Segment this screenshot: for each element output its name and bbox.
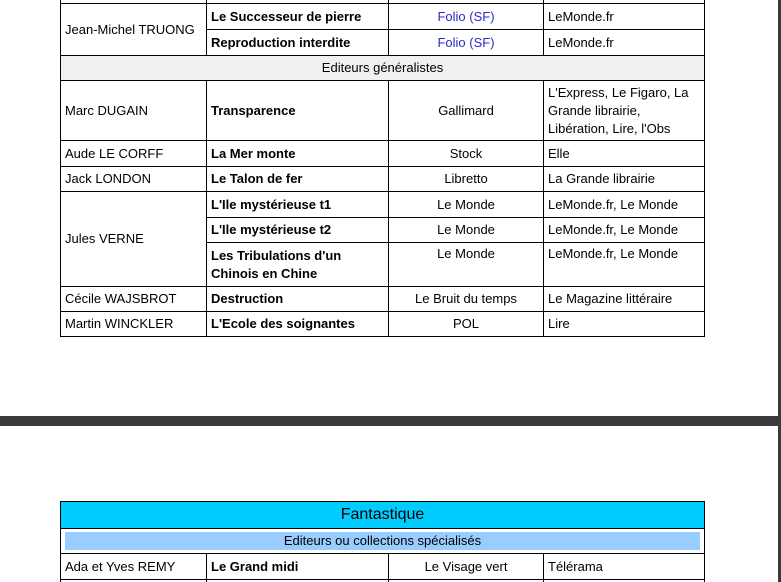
source-cell: La Grande librairie (544, 167, 705, 192)
table-row (61, 287, 705, 312)
table-row (61, 312, 705, 337)
genre-heading: Fantastique (61, 502, 705, 529)
table-row (61, 192, 705, 218)
source-cell: LeMonde.fr (544, 4, 705, 30)
section-row (61, 56, 705, 81)
title-cell: L'Ile mystérieuse t1 (207, 192, 389, 218)
source-cell: L'Express, Le Figaro, La Grande librairie, Libération, Lire, l'Obs (544, 81, 705, 141)
source-cell: Lire (544, 312, 705, 337)
table-row (61, 141, 705, 167)
section-heading-label: Editeurs ou collections spécialisés (65, 532, 700, 550)
book-table-1 (60, 0, 705, 337)
editor-cell: POL (389, 312, 544, 337)
author-cell: Jules VERNE (61, 192, 207, 287)
table-row (61, 4, 705, 30)
table-row (61, 554, 705, 580)
source-cell: LeMonde.fr, Le Monde (544, 192, 705, 218)
table-row (61, 167, 705, 192)
section-heading: Editeurs généralistes (61, 56, 705, 81)
title-cell: Reproduction interdite (207, 30, 389, 56)
editor-cell: Folio (SF) (389, 4, 544, 30)
author-cell: Jack LONDON (61, 167, 207, 192)
title-cell: Transparence (207, 81, 389, 141)
author-cell: Ada et Yves REMY (61, 554, 207, 580)
section-heading (61, 529, 705, 554)
title-cell: L'Ile mystérieuse t2 (207, 218, 389, 243)
title-cell: L'Ecole des soignantes (207, 312, 389, 337)
source-cell: LeMonde.fr (544, 30, 705, 56)
author-cell: Martin WINCKLER (61, 312, 207, 337)
title-cell: La Mer monte (207, 141, 389, 167)
source-cell: LeMonde.fr, Le Monde (544, 218, 705, 243)
title-cell: Les Tribulations d'un Chinois en Chine (207, 243, 389, 287)
editor-cell: Le Visage vert (389, 554, 544, 580)
editor-cell: Libretto (389, 167, 544, 192)
author-cell: Aude LE CORFF (61, 141, 207, 167)
source-cell: Le Magazine littéraire (544, 287, 705, 312)
author-cell: Marc DUGAIN (61, 81, 207, 141)
author-cell: Jean-Michel TRUONG (61, 4, 207, 56)
document-page-2 (0, 426, 778, 582)
editor-cell: Le Monde (389, 243, 544, 287)
editor-cell: Le Monde (389, 192, 544, 218)
genre-row (61, 502, 705, 529)
editor-cell: Folio (SF) (389, 30, 544, 56)
title-cell: Le Grand midi (207, 554, 389, 580)
title-cell: Le Successeur de pierre (207, 4, 389, 30)
title-cell: Le Talon de fer (207, 167, 389, 192)
editor-cell: Le Monde (389, 218, 544, 243)
editor-cell: Le Bruit du temps (389, 287, 544, 312)
editor-cell: Gallimard (389, 81, 544, 141)
author-cell: Cécile WAJSBROT (61, 287, 207, 312)
editor-cell: Stock (389, 141, 544, 167)
book-table-2 (60, 501, 705, 582)
source-cell: Télérama (544, 554, 705, 580)
source-cell: Elle (544, 141, 705, 167)
source-cell: LeMonde.fr, Le Monde (544, 243, 705, 287)
title-cell: Destruction (207, 287, 389, 312)
section-row (61, 529, 705, 554)
table-row (61, 81, 705, 141)
